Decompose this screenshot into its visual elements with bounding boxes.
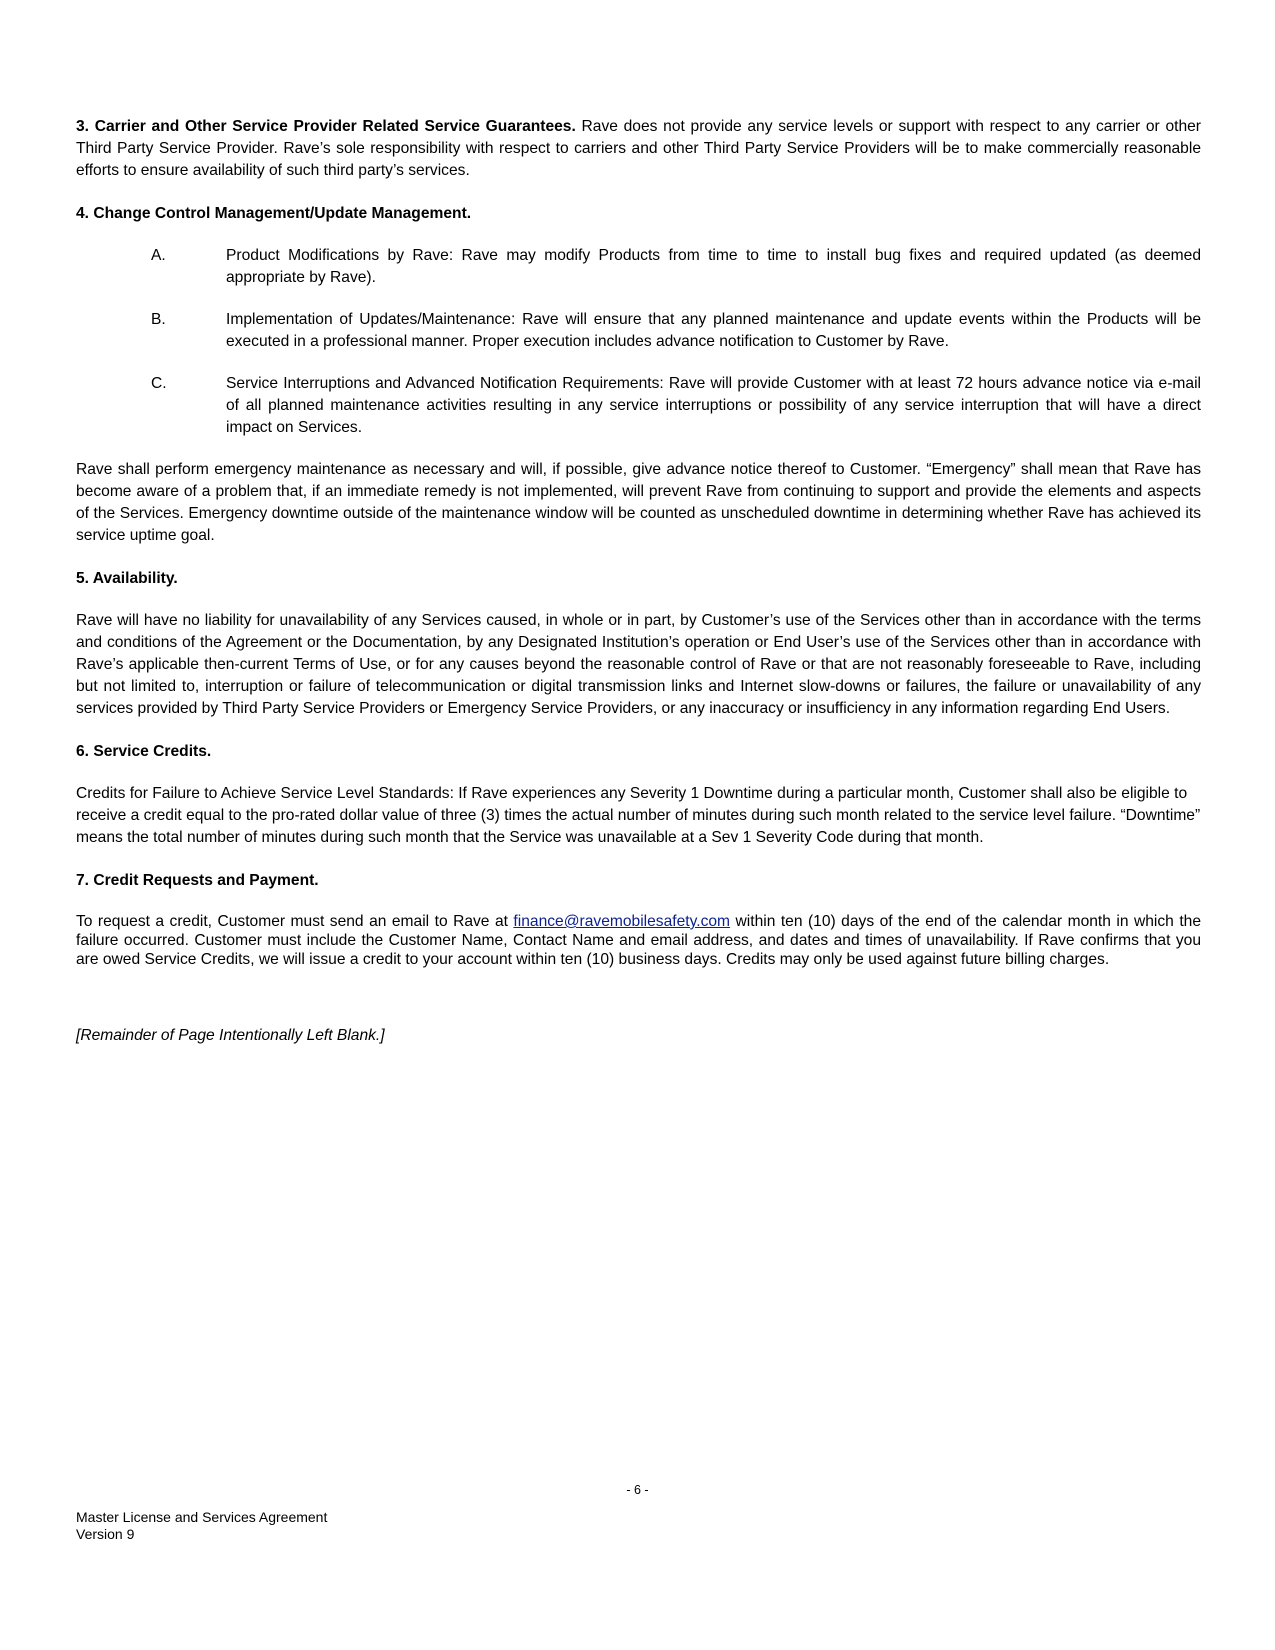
- list-item-a: [76, 245, 1201, 289]
- list-item-b: [76, 309, 1201, 353]
- finance-email-link[interactable]: finance@ravemobilesafety.com: [513, 913, 731, 930]
- page-number: - 6 -: [626, 1483, 649, 1497]
- section-6-body: Credits for Failure to Achieve Service Level Standards: If Rave experiences any Severity 1 Downtime during a particular month, Customer shall also be eligible to receive a credit equal to the pro-rated dollar value of three (3) times the actual number of minutes during such month related to the service level failure. “Downtime” means the total number of minutes during such month that the Service was unavailable at a Sev 1 Severity Code during that month.: [76, 785, 1201, 846]
- list-letter: C.: [151, 375, 167, 392]
- list-letter: A.: [151, 247, 166, 264]
- section-4-heading: 4. Change Control Management/Update Management.: [76, 205, 472, 222]
- list-letter: B.: [151, 311, 166, 328]
- section-5-body: Rave will have no liability for unavailability of any Services caused, in whole or in part, by Customer’s use of the Services other than in accordance with the terms and conditions of the Agreement or the Documentation, by any Designated Institution’s operation or End User’s use of the Services other than in accordance with Rave’s applicable then-current Terms of Use, or for any causes beyond the reasonable control of Rave or that are not reasonably foreseeable to Rave, including but not limited to, interruption or failure of telecommunication or digital transmission links and Internet slow-downs or failures, the failure or unavailability of any services provided by Third Party Service Providers or Emergency Service Providers, or any inaccuracy or insufficiency in any information regarding End Users.: [76, 612, 1201, 717]
- footer-version: Version 9: [76, 1526, 135, 1542]
- section-7-text-before: To request a credit, Customer must send an email to Rave at: [76, 913, 514, 930]
- list-text: Implementation of Updates/Maintenance: Rave will ensure that any planned maintenance and update events within the Products will be executed in a professional manner. Proper execution includes advance notification to Customer by Rave.: [226, 311, 1201, 350]
- list-item-c: [76, 373, 1201, 439]
- remainder-note: [Remainder of Page Intentionally Left Blank.]: [76, 1027, 385, 1044]
- list-text: Product Modifications by Rave: Rave may modify Products from time to time to install bug fixes and required updated (as deemed appropriate by Rave).: [226, 247, 1201, 286]
- section-3: [76, 116, 1201, 182]
- section-7-text-after: within ten (10) days of the end of the calendar month in which the failure occurred. Customer must include the Customer Name, Contact Name and email address, and dates and times of unavailability. If Rave confirms that you are owed Service Credits, we will issue a credit to your account within ten (10) business days. Credits may only be used against future billing charges.: [76, 913, 1201, 968]
- section-7-heading: 7. Credit Requests and Payment.: [76, 872, 319, 889]
- section-3-body: Rave does not provide any service levels or support with respect to any carrier or other Third Party Service Provider. Rave’s sole responsibility with respect to carriers and other Third Party Service Providers will be to make commercially reasonable efforts to ensure availability of such third party’s services.: [76, 118, 1201, 179]
- section-3-heading: 3. Carrier and Other Service Provider Related Service Guarantees.: [76, 118, 576, 135]
- document-page: [76, 116, 1201, 1047]
- emergency-paragraph: Rave shall perform emergency maintenance as necessary and will, if possible, give advance notice thereof to Customer. “Emergency” shall mean that Rave has become aware of a problem that, if an immediate remedy is not implemented, will prevent Rave from continuing to support and provide the elements and aspects of the Services. Emergency downtime outside of the maintenance window will be counted as unscheduled downtime in determining whether Rave has achieved its service uptime goal.: [76, 461, 1201, 544]
- footer: [76, 1509, 327, 1543]
- section-7-body: [76, 912, 1201, 969]
- footer-title: Master License and Services Agreement: [76, 1509, 328, 1525]
- section-6-heading: 6. Service Credits.: [76, 743, 212, 760]
- list-text: Service Interruptions and Advanced Notification Requirements: Rave will provide Customer with at least 72 hours advance notice via e-mail of all planned maintenance activities resulting in any service interruptions or possibility of any service interruption that will have a direct impact on Services.: [226, 375, 1201, 436]
- section-5-heading: 5. Availability.: [76, 570, 178, 587]
